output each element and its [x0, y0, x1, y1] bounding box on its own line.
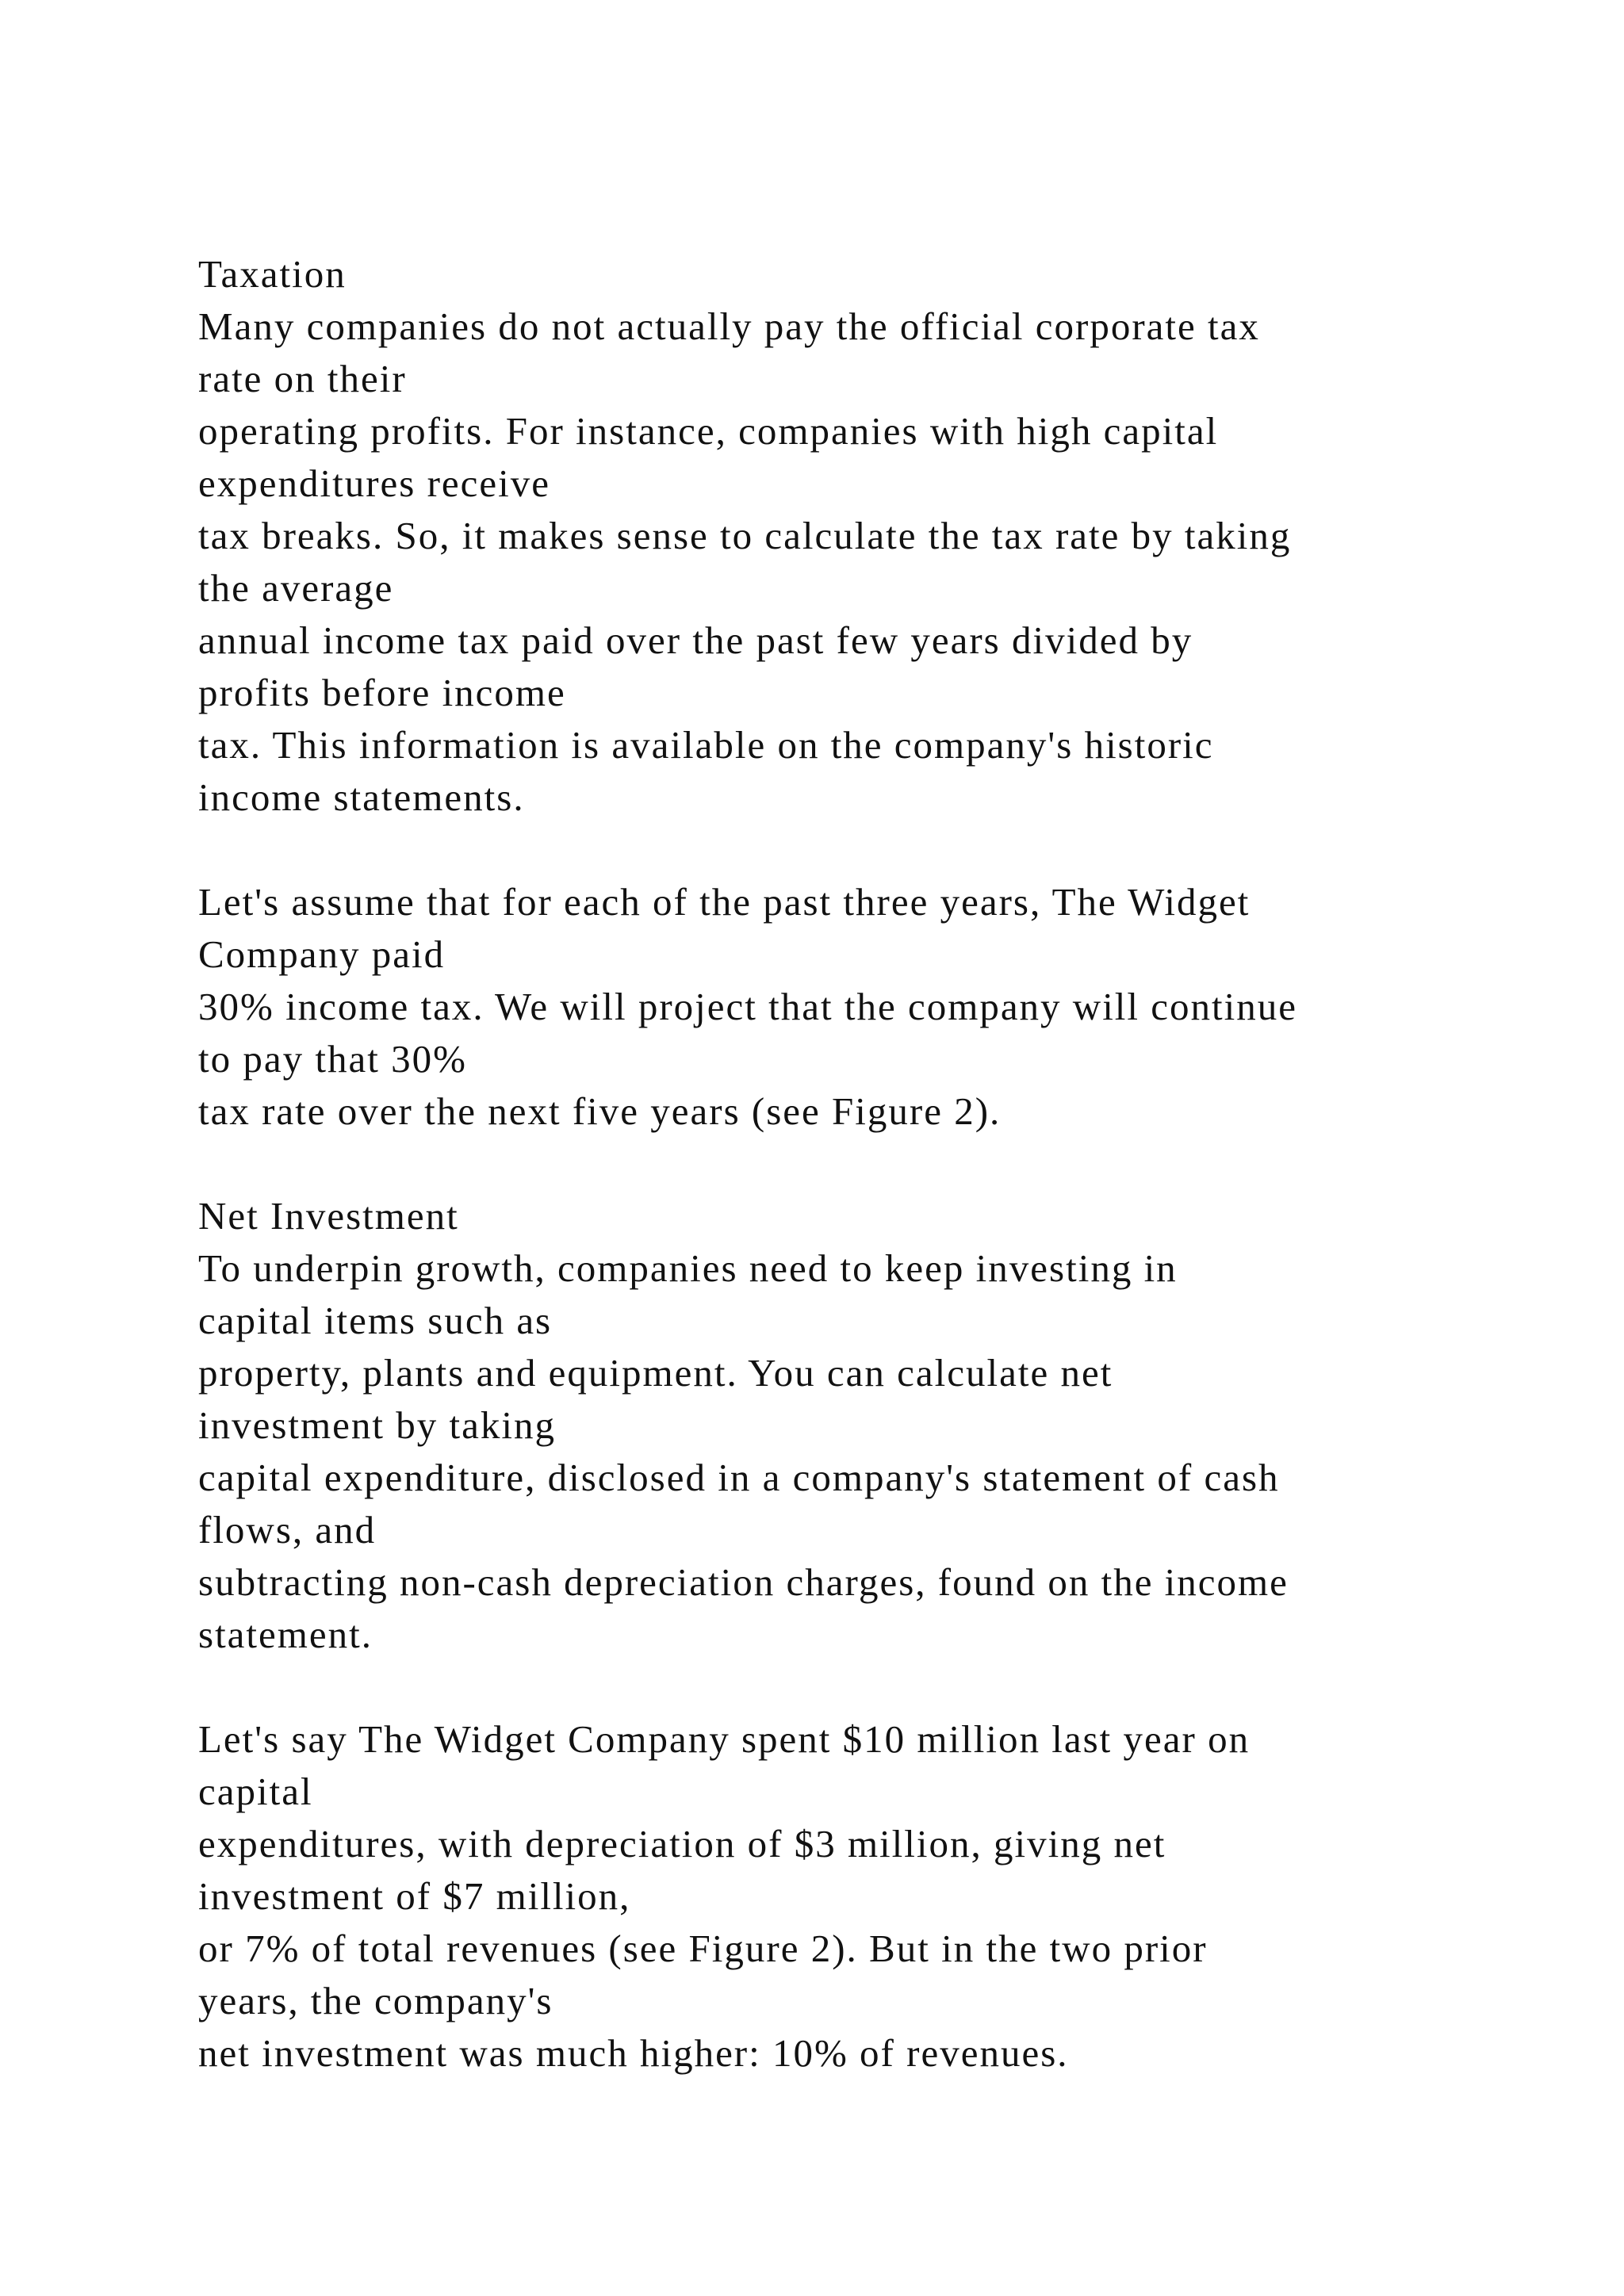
text-line: operating profits. For instance, companies with high capital — [198, 409, 1219, 453]
text-line: the average — [198, 566, 394, 610]
text-line: rate on their — [198, 357, 407, 400]
text-line: Let's assume that for each of the past three years, The Widget — [198, 880, 1251, 924]
text-line: statement. — [198, 1613, 373, 1656]
text-line: profits before income — [198, 671, 566, 714]
text-line: investment by taking — [198, 1403, 556, 1447]
section-heading-net-investment: Net Investment — [198, 1194, 459, 1238]
document-body — [198, 248, 1546, 2080]
text-line: to pay that 30% — [198, 1037, 467, 1081]
text-line: income statements. — [198, 775, 525, 819]
paragraph-gap — [198, 824, 1546, 876]
paragraph-gap — [198, 1661, 1546, 1713]
text-line: Let's say The Widget Company spent $10 million last year on — [198, 1717, 1251, 1761]
text-line: Many companies do not actually pay the official corporate tax — [198, 304, 1260, 348]
text-line: capital — [198, 1770, 313, 1813]
text-line: expenditures, with depreciation of $3 million, giving net — [198, 1822, 1166, 1866]
text-line: or 7% of total revenues (see Figure 2). But in the two prior — [198, 1927, 1208, 1970]
text-line: To underpin growth, companies need to keep investing in — [198, 1246, 1178, 1290]
text-line: subtracting non-cash depreciation charges, found on the income — [198, 1560, 1289, 1604]
paragraph-gap — [198, 1138, 1546, 1190]
text-line: flows, and — [198, 1508, 377, 1552]
text-line: tax breaks. So, it makes sense to calculate the tax rate by taking — [198, 514, 1292, 557]
text-line: Company paid — [198, 932, 446, 976]
text-line: years, the company's — [198, 1979, 553, 2022]
text-line: net investment was much higher: 10% of revenues. — [198, 2031, 1069, 2075]
text-line: property, plants and equipment. You can calculate net — [198, 1351, 1113, 1395]
text-line: annual income tax paid over the past few years divided by — [198, 618, 1193, 662]
text-line: capital items such as — [198, 1299, 553, 1342]
text-line: expenditures receive — [198, 461, 551, 505]
section-heading-taxation: Taxation — [198, 252, 347, 296]
text-line: capital expenditure, disclosed in a company's statement of cash — [198, 1456, 1280, 1499]
text-line: tax rate over the next five years (see Figure 2). — [198, 1089, 1002, 1133]
text-line: tax. This information is available on the company's historic — [198, 723, 1214, 767]
text-line: investment of $7 million, — [198, 1874, 631, 1918]
text-line: 30% income tax. We will project that the company will continue — [198, 985, 1298, 1028]
